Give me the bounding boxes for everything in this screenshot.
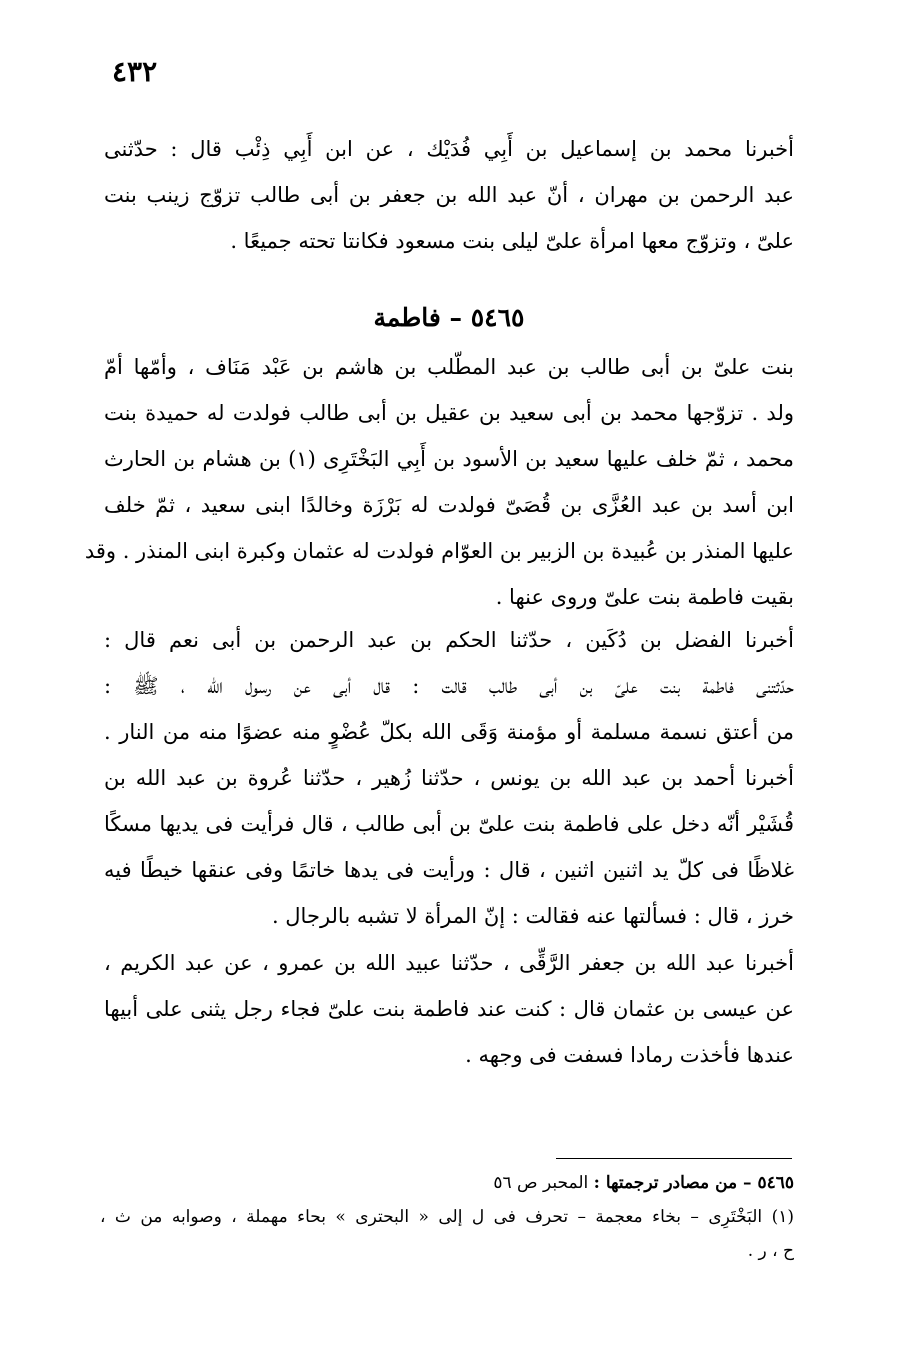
text-line: غلاظًا فى كلّ يد اثنين اثنين ، قال : ورأيت فى يدها خاتمًا وفى عنقها خيطًا فيه (104, 858, 794, 882)
text-line: علىّ ، وتزوّج معها امرأة علىّ ليلى بنت مسعود فكانتا تحته جميعًا . (230, 229, 794, 253)
footnote-source-label: ٥٤٦٥ – من مصادر ترجمتها : (593, 1173, 794, 1193)
text-line: خرز ، قال : فسألتها عنه فقالت : إنّ المرأة لا تشبه بالرجال . (271, 904, 794, 928)
text-line: أخبرنا محمد بن إسماعيل بن أَبِي فُدَيْك ، عن ابن أَبِي ذِئْب قال : حدّثنى (104, 137, 794, 161)
text-line: محمد ، ثمّ خلف عليها سعيد بن الأسود بن أَبِي البَخْتَرِى (١) بن هشام بن الحارث (104, 447, 794, 471)
text-line: عن عيسى بن عثمان قال : كنت عند فاطمة بنت علىّ فجاء رجل يثنى على أبيها (104, 997, 794, 1021)
footnote-source (100, 1166, 794, 1200)
paragraph-1 (104, 126, 794, 264)
footnote-1-line-1: (١) البَخْتَرِى – بخاء معجمة – تحرف فى ل إلى « البحترى » بحاء مهملة ، وصوابه من ث ، (100, 1207, 794, 1227)
paragraph-5 (104, 940, 794, 1078)
text-line: بنت علىّ بن أبى طالب بن عبد المطّلب بن هاشم بن عَبْد مَنَاف ، وأمّها أمّ (104, 355, 794, 379)
page-number: ٤٣٢ (112, 55, 158, 88)
footnote-source-text: المحبر ص ٥٦ (493, 1173, 594, 1193)
text-line: من أعتق نسمة مسلمة أو مؤمنة وَقَى الله بكلّ عُضْوٍ منه عضوًا منه من النار . (104, 720, 794, 744)
text-line: أخبرنا عبد الله بن جعفر الرَّقِّى ، حدّثنا عبيد الله بن عمرو ، عن عبد الكريم ، (104, 951, 794, 975)
text-line: حدّثتنى فاطمة بنت علىّ بن أبى طالب قالت : قال أبى عن رسول الله ، ﷺ : (104, 674, 794, 698)
footnote-divider (556, 1158, 792, 1159)
text-line: عندها فأخذت رمادا فسفت فى وجهه . (465, 1043, 794, 1067)
text-line: قُشَيْر أنّه دخل على فاطمة بنت علىّ بن أبى طالب ، قال فرأيت فى يديها مسكًا (104, 812, 794, 836)
text-line: أخبرنا الفضل بن دُكَين ، حدّثنا الحكم بن عبد الرحمن بن أبى نعم قال : (104, 628, 794, 652)
paragraph-3 (104, 617, 794, 755)
footnotes (100, 1166, 794, 1268)
entry-heading: ٥٤٦٥ – فاطمة (373, 303, 525, 332)
text-line: بقيت فاطمة بنت علىّ وروى عنها . (495, 585, 794, 609)
paragraph-2 (84, 344, 794, 620)
paragraph-4 (104, 755, 794, 939)
footnote-1-line-2: ح ، ر . (747, 1241, 794, 1261)
text-line: عبد الرحمن بن مهران ، أنّ عبد الله بن جعفر بن أبى طالب تزوّج زينب بنت (104, 183, 794, 207)
text-line: ولد . تزوّجها محمد بن أبى سعيد بن عقيل بن أبى طالب فولدت له حميدة بنت (104, 401, 794, 425)
text-line: أخبرنا أحمد بن عبد الله بن يونس ، حدّثنا زُهير ، حدّثنا عُروة بن عبد الله بن (104, 766, 794, 790)
text-line: ابن أسد بن عبد العُزَّى بن قُصَىّ فولدت له بَرْزَة وخالدًا ابنى سعيد ، ثمّ خلف (104, 493, 794, 517)
text-line: عليها المنذر بن عُبيدة بن الزبير بن العوّام فولدت له عثمان وكبرة ابنى المنذر . وقد (84, 539, 794, 563)
